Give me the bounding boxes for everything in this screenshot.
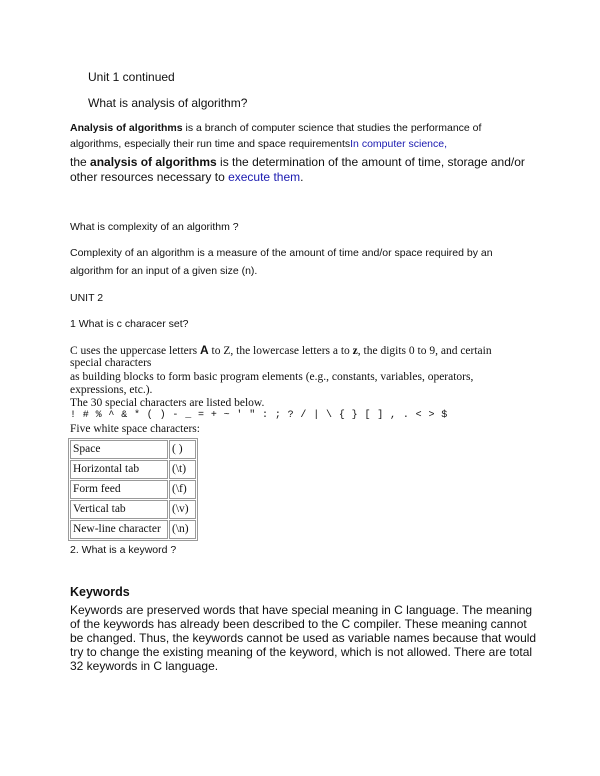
whitespace-title: Five white space characters: [70, 423, 200, 435]
ws-name-cell: Space [70, 440, 168, 459]
charset-letter-z: z [352, 345, 358, 357]
ws-code-cell: (\t) [169, 460, 196, 479]
charset-line-1-c: , the digits 0 to 9, and certain [357, 345, 492, 357]
analysis-line-4-text: other resources necessary to [70, 170, 229, 184]
charset-line-3: as building blocks to form basic program elements (e.g., constants, variables, operators, [70, 371, 474, 383]
ws-code-cell: (\n) [169, 520, 196, 539]
keywords-heading: Keywords [70, 585, 130, 599]
ws-name-cell: Vertical tab [70, 500, 168, 519]
complexity-line-2: algorithm for an input of a given size (n). [70, 265, 258, 277]
charset-line-2: special characters [70, 357, 152, 369]
keywords-line-5: 32 keywords in C language. [70, 659, 219, 673]
analysis-line-4-end: . [300, 170, 304, 184]
charset-line-5: The 30 special characters are listed below. [70, 397, 265, 409]
ws-name-cell: Form feed [70, 480, 168, 499]
ws-code-cell: ( ) [169, 440, 196, 459]
charset-question: 1 What is c characer set? [70, 318, 189, 330]
execute-them-link[interactable]: execute them [228, 170, 301, 184]
whitespace-table [68, 438, 198, 541]
analysis-line-4 [70, 170, 303, 184]
analysis-line-2-text: algorithms, especially their run time and space requirements [70, 138, 351, 150]
table-row [70, 500, 196, 519]
analysis-bold-term-2: analysis of algorithms [90, 155, 217, 169]
analysis-question: What is analysis of algorithm? [88, 96, 248, 110]
analysis-line-1-text: is a branch of computer science that studies the performance of [182, 122, 482, 134]
charset-line-1-a: C uses the uppercase letters [70, 345, 200, 357]
keywords-line-2: of the keywords has already been described to the C compiler. These meaning cannot [70, 617, 527, 631]
table-row [70, 520, 196, 539]
table-row [70, 480, 196, 499]
analysis-line-1 [70, 122, 481, 134]
special-characters-list: ! # % ^ & * ( ) - _ = + ~ ' " : ; ? / | \ { } [ ] , . < > $ [70, 410, 448, 421]
keywords-line-1: Keywords are preserved words that have special meaning in C language. The meaning [70, 603, 533, 617]
unit2-heading: UNIT 2 [70, 292, 104, 304]
analysis-line-3-pre: the [70, 155, 91, 169]
ws-code-cell: (\v) [169, 500, 196, 519]
keyword-question: 2. What is a keyword ? [70, 544, 177, 556]
analysis-line-3-text: is the determination of the amount of time, storage and/or [216, 155, 525, 169]
unit1-heading: Unit 1 continued [88, 70, 175, 84]
analysis-line-2 [70, 138, 447, 150]
ws-name-cell: Horizontal tab [70, 460, 168, 479]
ws-name-cell: New-line character [70, 520, 168, 539]
analysis-line-3 [70, 155, 525, 169]
computer-science-link[interactable]: In computer science, [350, 138, 448, 150]
complexity-line-1: Complexity of an algorithm is a measure of the amount of time and/or space required by an [70, 247, 493, 259]
charset-line-1 [70, 343, 492, 357]
charset-letter-A: A [199, 343, 209, 357]
keywords-line-4: try to change the existing meaning of the keyword, which is not allowed. There are total [70, 645, 533, 659]
table-row [70, 440, 196, 459]
table-row [70, 460, 196, 479]
analysis-bold-term: Analysis of algorithms [70, 122, 183, 134]
complexity-question: What is complexity of an algorithm ? [70, 221, 239, 233]
keywords-line-3: be changed. Thus, the keywords cannot be used as variable names because that would [70, 631, 537, 645]
charset-line-1-b: to Z, the lowercase letters a to [208, 345, 353, 357]
charset-line-4: expressions, etc.). [70, 384, 153, 396]
ws-code-cell: (\f) [169, 480, 196, 499]
